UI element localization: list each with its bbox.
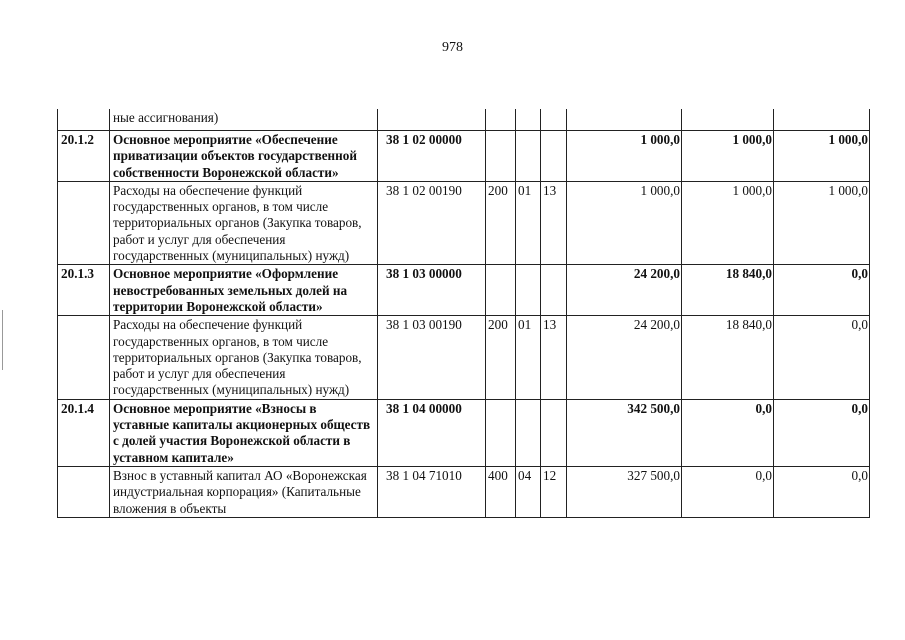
page-number: 978 xyxy=(442,40,463,55)
table-row xyxy=(58,109,870,131)
row-pr: 13 xyxy=(541,316,567,399)
row-year1 xyxy=(567,109,682,131)
row-rz xyxy=(516,399,541,466)
row-year3 xyxy=(774,109,870,131)
row-year2: 1 000,0 xyxy=(682,131,774,182)
row-code: 38 1 03 00190 xyxy=(378,316,486,399)
row-pr xyxy=(541,109,567,131)
row-rz: 01 xyxy=(516,316,541,399)
row-pr xyxy=(541,399,567,466)
row-year3: 0,0 xyxy=(774,316,870,399)
row-name: Взнос в уставный капитал АО «Воронежская индустриальная корпорация» (Капитальные вложения в объекты xyxy=(110,466,378,517)
row-rz: 01 xyxy=(516,181,541,264)
table-row xyxy=(58,265,870,316)
row-year3: 1 000,0 xyxy=(774,131,870,182)
row-number xyxy=(58,466,110,517)
row-year2 xyxy=(682,109,774,131)
row-number: 20.1.3 xyxy=(58,265,110,316)
table-row xyxy=(58,181,870,264)
row-number xyxy=(58,181,110,264)
scan-margin-line xyxy=(2,310,3,370)
row-vr: 400 xyxy=(486,466,516,517)
row-name: Расходы на обеспечение функций государственных органов, в том числе территориальных органов (Закупка товаров, работ и услуг для обеспечения государственных (муниципальных) нужд) xyxy=(110,316,378,399)
row-year1: 342 500,0 xyxy=(567,399,682,466)
row-name: Основное мероприятие «Взносы в уставные капиталы акционерных обществ с долей участия Воронежской области в уставном капитале» xyxy=(110,399,378,466)
row-vr: 200 xyxy=(486,316,516,399)
row-rz: 04 xyxy=(516,466,541,517)
row-name: Основное мероприятие «Оформление невостребованных земельных долей на территории Воронежской области» xyxy=(110,265,378,316)
row-code: 38 1 04 00000 xyxy=(378,399,486,466)
row-name: Расходы на обеспечение функций государственных органов, в том числе территориальных органов (Закупка товаров, работ и услуг для обеспечения государственных (муниципальных) нужд) xyxy=(110,181,378,264)
table-row xyxy=(58,466,870,517)
row-vr xyxy=(486,265,516,316)
row-vr xyxy=(486,131,516,182)
row-code: 38 1 02 00190 xyxy=(378,181,486,264)
row-rz xyxy=(516,109,541,131)
row-pr: 13 xyxy=(541,181,567,264)
row-rz xyxy=(516,131,541,182)
row-pr xyxy=(541,131,567,182)
row-rz xyxy=(516,265,541,316)
row-code: 38 1 02 00000 xyxy=(378,131,486,182)
row-year2: 1 000,0 xyxy=(682,181,774,264)
row-year1: 1 000,0 xyxy=(567,181,682,264)
table-row xyxy=(58,399,870,466)
row-number: 20.1.2 xyxy=(58,131,110,182)
table-row xyxy=(58,131,870,182)
row-name: Основное мероприятие «Обеспечение приватизации объектов государственной собственности Воронежской области» xyxy=(110,131,378,182)
row-year3: 0,0 xyxy=(774,265,870,316)
row-number xyxy=(58,109,110,131)
row-year3: 0,0 xyxy=(774,466,870,517)
row-year3: 0,0 xyxy=(774,399,870,466)
row-year2: 18 840,0 xyxy=(682,265,774,316)
row-year2: 0,0 xyxy=(682,466,774,517)
row-name: ные ассигнования) xyxy=(110,109,378,131)
row-vr xyxy=(486,399,516,466)
row-code xyxy=(378,109,486,131)
row-year1: 1 000,0 xyxy=(567,131,682,182)
row-code: 38 1 03 00000 xyxy=(378,265,486,316)
row-year3: 1 000,0 xyxy=(774,181,870,264)
row-year2: 0,0 xyxy=(682,399,774,466)
row-year1: 24 200,0 xyxy=(567,316,682,399)
row-number xyxy=(58,316,110,399)
row-number: 20.1.4 xyxy=(58,399,110,466)
row-pr: 12 xyxy=(541,466,567,517)
row-code: 38 1 04 71010 xyxy=(378,466,486,517)
row-vr: 200 xyxy=(486,181,516,264)
row-year1: 327 500,0 xyxy=(567,466,682,517)
row-vr xyxy=(486,109,516,131)
table-row xyxy=(58,316,870,399)
row-pr xyxy=(541,265,567,316)
row-year1: 24 200,0 xyxy=(567,265,682,316)
row-year2: 18 840,0 xyxy=(682,316,774,399)
budget-table xyxy=(57,109,870,518)
